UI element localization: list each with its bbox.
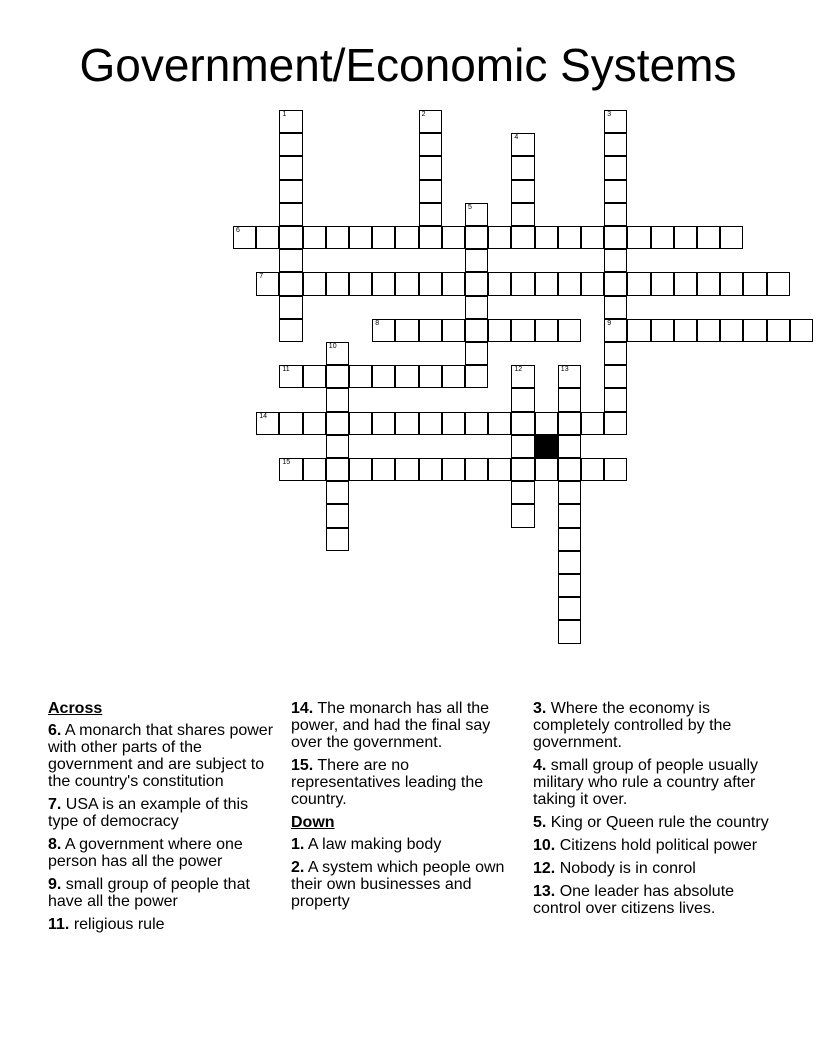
clue-number: 6 xyxy=(236,227,240,234)
grid-cell[interactable] xyxy=(604,156,627,179)
grid-cell[interactable] xyxy=(511,435,534,458)
grid-cell[interactable] xyxy=(279,226,302,249)
grid-cell[interactable] xyxy=(558,504,581,527)
grid-cell[interactable] xyxy=(604,365,627,388)
grid-cell[interactable] xyxy=(558,481,581,504)
grid-cell[interactable] xyxy=(442,319,465,342)
grid-cell[interactable] xyxy=(511,412,534,435)
grid-cell[interactable] xyxy=(558,435,581,458)
page-title: Government/Economic Systems xyxy=(79,39,737,91)
clue-down-1: 1. A law making body xyxy=(291,836,442,853)
grid-cell[interactable] xyxy=(488,226,511,249)
grid-cell[interactable] xyxy=(674,272,697,295)
clue-down-2: 2. A system which people own their own businesses and property xyxy=(291,859,505,910)
grid-cell[interactable] xyxy=(419,110,442,133)
clue-number: 11 xyxy=(282,366,290,374)
clue-number: 13 xyxy=(560,366,569,374)
grid-cell[interactable] xyxy=(627,272,650,295)
clue-across-6: 6. A monarch that shares power with other parts of the government and are subject to the country's constitution xyxy=(48,722,274,790)
clue-number: 10 xyxy=(328,343,337,350)
grid-cell[interactable] xyxy=(372,226,395,249)
grid-cell[interactable] xyxy=(604,342,627,365)
grid-cell[interactable] xyxy=(511,365,534,388)
grid-cell[interactable] xyxy=(558,528,581,551)
grid-cell[interactable] xyxy=(720,226,743,249)
clue-down-10: 10. Citizens hold political power xyxy=(533,837,758,854)
grid-cell[interactable] xyxy=(442,412,465,435)
grid-cell[interactable] xyxy=(604,226,627,249)
grid-cell[interactable] xyxy=(651,226,674,249)
grid-cell[interactable] xyxy=(581,412,604,435)
clue-number: 9 xyxy=(607,319,612,327)
grid-cell[interactable] xyxy=(395,272,418,295)
grid-cell[interactable] xyxy=(465,342,488,365)
grid-cell[interactable] xyxy=(488,319,511,342)
grid-cell[interactable] xyxy=(581,458,604,481)
grid-cell[interactable] xyxy=(511,180,534,203)
grid-cell[interactable] xyxy=(442,365,465,388)
grid-cell[interactable] xyxy=(790,319,813,342)
grid-cell[interactable] xyxy=(419,365,442,388)
grid-cell[interactable] xyxy=(627,319,650,342)
grid-cell[interactable] xyxy=(511,226,534,249)
grid-cell[interactable] xyxy=(326,528,349,551)
grid-cell[interactable] xyxy=(372,412,395,435)
grid-cell[interactable] xyxy=(395,319,418,342)
grid-cell[interactable] xyxy=(349,412,372,435)
grid-cell[interactable] xyxy=(349,365,372,388)
grid-cell[interactable] xyxy=(697,319,720,342)
clue-number: 14 xyxy=(259,412,267,420)
grid-cell[interactable] xyxy=(465,249,488,272)
grid-cell[interactable] xyxy=(511,504,534,527)
grid-cell[interactable] xyxy=(511,319,534,342)
grid-cell[interactable] xyxy=(442,458,465,481)
grid-cell[interactable] xyxy=(604,110,627,133)
grid-cell[interactable] xyxy=(326,481,349,504)
clue-number: 8 xyxy=(375,319,380,327)
grid-cell[interactable] xyxy=(535,226,558,249)
grid-cell[interactable] xyxy=(326,435,349,458)
grid-cell[interactable] xyxy=(279,272,302,295)
clue-number: 7 xyxy=(259,273,264,281)
grid-cell[interactable] xyxy=(326,365,349,388)
grid-cell[interactable] xyxy=(279,110,302,133)
grid-cell[interactable] xyxy=(326,458,349,481)
grid-cell[interactable] xyxy=(604,412,627,435)
grid-cell[interactable] xyxy=(303,365,326,388)
grid-cell[interactable] xyxy=(651,272,674,295)
clue-across-14: 14. The monarch has all the power, and had the final say over the government. xyxy=(291,700,491,751)
grid-cell[interactable] xyxy=(349,272,372,295)
grid-cell[interactable] xyxy=(349,458,372,481)
clue-number: 4 xyxy=(514,134,519,142)
grid-cell[interactable] xyxy=(419,226,442,249)
black-square xyxy=(535,435,558,458)
grid-cell[interactable] xyxy=(279,203,302,226)
grid-cell[interactable] xyxy=(279,296,302,319)
clue-across-11: 11. religious rule xyxy=(48,916,165,933)
grid-cell[interactable] xyxy=(419,156,442,179)
grid-cell[interactable] xyxy=(511,156,534,179)
clues-column-1 xyxy=(48,700,276,939)
grid-cell[interactable] xyxy=(279,319,302,342)
clue-number: 15 xyxy=(282,459,291,466)
grid-cell[interactable] xyxy=(465,365,488,388)
grid-cell[interactable] xyxy=(279,180,302,203)
grid-cell[interactable] xyxy=(535,272,558,295)
clue-down-12: 12. Nobody is in conrol xyxy=(533,860,696,877)
grid-cell[interactable] xyxy=(604,133,627,156)
grid-cell[interactable] xyxy=(558,226,581,249)
grid-cell[interactable] xyxy=(303,458,326,481)
grid-cell[interactable] xyxy=(720,319,743,342)
clue-down-3: 3. Where the economy is completely controlled by the government. xyxy=(533,700,732,751)
grid-cell[interactable] xyxy=(488,458,511,481)
grid-cell[interactable] xyxy=(372,458,395,481)
grid-cell[interactable] xyxy=(558,388,581,411)
grid-cell[interactable] xyxy=(627,226,650,249)
grid-cell[interactable] xyxy=(697,272,720,295)
grid-cell[interactable] xyxy=(674,226,697,249)
clues-column-2 xyxy=(291,700,519,916)
grid-cell[interactable] xyxy=(558,620,581,643)
clues-column-3 xyxy=(533,700,769,923)
grid-cell[interactable] xyxy=(279,412,302,435)
grid-cell[interactable] xyxy=(442,226,465,249)
grid-cell[interactable] xyxy=(535,319,558,342)
clue-across-15: 15. There are no representatives leading the country. xyxy=(291,757,484,808)
grid-cell[interactable] xyxy=(511,388,534,411)
grid-cell[interactable] xyxy=(442,272,465,295)
grid-cell[interactable] xyxy=(558,551,581,574)
grid-cell[interactable] xyxy=(372,272,395,295)
grid-cell[interactable] xyxy=(743,272,766,295)
grid-cell[interactable] xyxy=(326,388,349,411)
clue-across-7: 7. USA is an example of this type of democracy xyxy=(48,796,249,830)
grid-cell[interactable] xyxy=(465,412,488,435)
grid-cell[interactable] xyxy=(279,156,302,179)
grid-cell[interactable] xyxy=(558,574,581,597)
grid-cell[interactable] xyxy=(604,388,627,411)
down-heading: Down xyxy=(291,814,335,831)
grid-cell[interactable] xyxy=(558,319,581,342)
grid-cell[interactable] xyxy=(558,597,581,620)
grid-cell[interactable] xyxy=(419,203,442,226)
grid-cell[interactable] xyxy=(604,203,627,226)
grid-cell[interactable] xyxy=(558,412,581,435)
grid-cell[interactable] xyxy=(303,412,326,435)
grid-cell[interactable] xyxy=(604,272,627,295)
across-heading: Across xyxy=(48,700,103,717)
grid-cell[interactable] xyxy=(581,272,604,295)
clue-down-4: 4. small group of people usually military who rule a country after taking it over. xyxy=(533,757,759,808)
grid-cell[interactable] xyxy=(767,272,790,295)
grid-cell[interactable] xyxy=(372,319,395,342)
grid-cell[interactable] xyxy=(395,365,418,388)
grid-cell[interactable] xyxy=(465,458,488,481)
clue-number: 1 xyxy=(282,111,287,118)
grid-cell[interactable] xyxy=(395,226,418,249)
grid-cell[interactable] xyxy=(465,203,488,226)
grid-cell[interactable] xyxy=(511,203,534,226)
grid-cell[interactable] xyxy=(558,272,581,295)
grid-cell[interactable] xyxy=(465,296,488,319)
clue-across-9: 9. small group of people that have all the power xyxy=(48,876,250,910)
grid-cell[interactable] xyxy=(511,272,534,295)
clue-number: 5 xyxy=(468,203,472,211)
grid-cell[interactable] xyxy=(604,458,627,481)
grid-cell[interactable] xyxy=(326,272,349,295)
grid-cell[interactable] xyxy=(419,319,442,342)
grid-cell[interactable] xyxy=(674,319,697,342)
grid-cell[interactable] xyxy=(256,272,279,295)
grid-cell[interactable] xyxy=(279,458,302,481)
grid-cell[interactable] xyxy=(326,342,349,365)
grid-cell[interactable] xyxy=(558,365,581,388)
clue-down-5: 5. King or Queen rule the country xyxy=(533,814,769,831)
grid-cell[interactable] xyxy=(419,272,442,295)
grid-cell[interactable] xyxy=(488,272,511,295)
grid-cell[interactable] xyxy=(465,226,488,249)
grid-cell[interactable] xyxy=(604,180,627,203)
grid-cell[interactable] xyxy=(419,458,442,481)
grid-cell[interactable] xyxy=(465,319,488,342)
grid-cell[interactable] xyxy=(604,319,627,342)
grid-cell[interactable] xyxy=(395,458,418,481)
grid-cell[interactable] xyxy=(349,226,372,249)
grid-cell[interactable] xyxy=(303,272,326,295)
clue-down-13: 13. One leader has absolute control over citizens lives. xyxy=(533,883,735,917)
grid-cell[interactable] xyxy=(604,249,627,272)
grid-cell[interactable] xyxy=(558,458,581,481)
grid-cell[interactable] xyxy=(256,226,279,249)
grid-cell[interactable] xyxy=(651,319,674,342)
grid-cell[interactable] xyxy=(488,412,511,435)
grid-cell[interactable] xyxy=(720,272,743,295)
clue-across-8: 8. A government where one person has all the power xyxy=(48,836,243,870)
grid-cell[interactable] xyxy=(279,249,302,272)
clue-number: 3 xyxy=(607,111,612,118)
grid-cell[interactable] xyxy=(511,458,534,481)
grid-cell[interactable] xyxy=(465,272,488,295)
grid-cell[interactable] xyxy=(326,504,349,527)
grid-cell[interactable] xyxy=(535,458,558,481)
clue-number: 2 xyxy=(421,111,426,118)
grid-cell[interactable] xyxy=(233,226,256,249)
grid-cell[interactable] xyxy=(419,412,442,435)
grid-cell[interactable] xyxy=(279,365,302,388)
clue-number: 12 xyxy=(514,366,523,374)
grid-cell[interactable] xyxy=(511,481,534,504)
grid-cell[interactable] xyxy=(767,319,790,342)
grid-cell[interactable] xyxy=(372,365,395,388)
grid-cell[interactable] xyxy=(535,412,558,435)
grid-cell[interactable] xyxy=(581,226,604,249)
grid-cell[interactable] xyxy=(743,319,766,342)
grid-cell[interactable] xyxy=(604,296,627,319)
grid-cell[interactable] xyxy=(303,226,326,249)
grid-cell[interactable] xyxy=(326,412,349,435)
grid-cell[interactable] xyxy=(419,133,442,156)
grid-cell[interactable] xyxy=(697,226,720,249)
grid-cell[interactable] xyxy=(419,180,442,203)
grid-cell[interactable] xyxy=(511,133,534,156)
grid-cell[interactable] xyxy=(326,226,349,249)
grid-cell[interactable] xyxy=(279,133,302,156)
grid-cell[interactable] xyxy=(256,412,279,435)
grid-cell[interactable] xyxy=(395,412,418,435)
